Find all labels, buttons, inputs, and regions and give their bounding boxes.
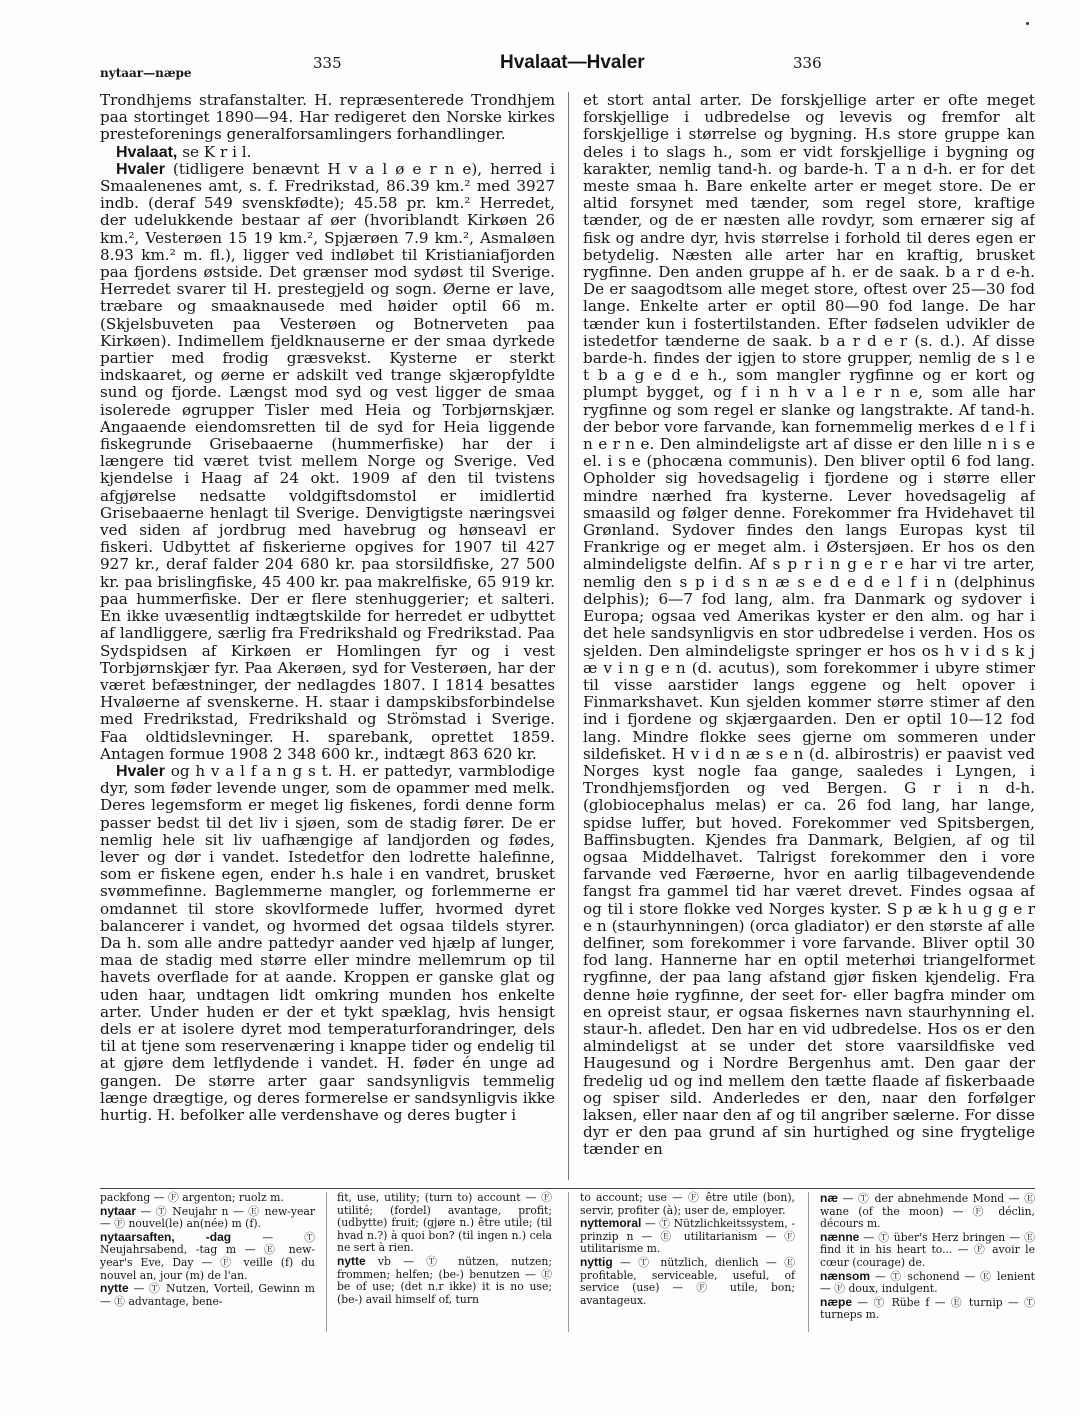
footer-headword: nænne (820, 1229, 860, 1244)
footer-entry-text: — Ⓣ schonend — Ⓔ lenient — Ⓕ doux, indulgent. (820, 1269, 1035, 1296)
page-number-right: 336 (793, 54, 822, 72)
entry-hvaler-herred (100, 161, 555, 763)
footer-headword: nytte (100, 1281, 129, 1296)
column-divider (568, 92, 569, 1180)
footer-headword: næpe (820, 1294, 853, 1309)
footer-column-3 (580, 1192, 795, 1307)
footer-entry: fit, use, utility; (turn to) account — Ⓕ utilité; (fordel) avantage, profit; (udbytte) fruit; (gjøre n.) être utile; (til hvad n.?) à quoi bon? (til ingen n.) cela ne sert à rien. (337, 1191, 552, 1255)
entry-hvaler-hvalfangst (100, 763, 555, 1124)
footer-entry-text: — Ⓣ über's Herz bringen — Ⓔ find it in his heart to... — Ⓕ avoir le cœur (courage) de. (820, 1230, 1035, 1269)
footer-headword: nytaar (100, 1203, 137, 1218)
footer-entry-text: — Ⓣ der abnehmende Mond — Ⓔ wane (of the moon) — Ⓕ déclin, décours m. (820, 1192, 1035, 1231)
footer-entry (580, 1256, 795, 1307)
paragraph-continued: et stort antal arter. De forskjellige arter er ofte meget forskjellige i udbredelse og levevis og fremfor alt forskjellige i størrelse og bygning. H.s store gruppe kan deles i to slags h., som er vidt forskjellige i bygning og karakter, nemlig tand-h. og barde-h. T a n d-h. er for det meste smaa h. Bare enkelte arter er meget store. De er altid forsynet med tænder, som regel store, kraftige tænder, og de er næsten alle rovdyr, som ernærer sig af fisk og andre dyr, hvis størrelse i forhold til deres egen er betydelig. Næsten alle arter har en kraftig, brusket rygfinne. Den anden gruppe af h. er de saak. b a r d e-h. De er saagodtsom alle meget store, oftest over 25—30 fod lange. Enkelte arter er optil 80—90 fod lange. De har tænder kun i fostertilstanden. Efter fødselen udvikler de istedetfor tænderne de saak. b a r d e r (s. d.). Af disse barde-h. findes der igjen to store grupper, nemlig de s l e t b a g e d e h., som mangler rygfinne og er kort og plumpt bygget, og f i n h v a l e r n e, som alle har rygfinne og som regel er slanke og langstrakte. Af tand-h. der bebor vore farvande, kan fornemmelig merkes d e l f i n e r n e. Den almindeligste art af disse er den lille n i s e el. i s e (phocæna communis). Den bliver optil 6 fod lang. Opholder sig hovedsagelig i fjordene og i større eller mindre nærhed fra kysterne. Lever hovedsagelig af smaasild og følger denne. Forekommer fra Hvidehavet til Grønland. Sydover findes den langs Europas kyst til Frankrige og er meget alm. i Østersjøen. Er hos os den almindeligste delfin. Af s p r i n g e r e har vi tre arter, nemlig den s p i d s n æ s e d e d e l f i n (delphinus delphis); 6—7 fod lang, alm. fra Danmark og sydover i Europa; ogsaa ved Amerikas kyster er den alm. og har i det hele sandsynligvis en stor udbredelse i verden. Hos os sjelden. Den almindeligste springer er hos os h v i d s k j æ v i n g e n (d. acutus), som forekommer i ubyre stimer til visse aarstider langs eggene og helt opover i Finmarkshavet. Kun sjelden kommer større stimer af den ind i fjordene og skjærgaarden. Den er optil 10—12 fod lang. Mindre flokke sees gjerne om sommeren under sildefisket. H v i d n æ s e n (d. albirostris) er paavist ved Norges kyst nogle faa gange, saaledes i Lyngen, i Trondhjemsfjorden og ved Bergen. G r i n d-h. (globiocephalus melas) er ca. 26 fod lang, har lange, spidse luffer, but hoved. Forekommer ved Spitsbergen, Baffinsbugten. Kjendes fra Danmark, Belgien, af og til ogsaa Middelhavet. Talrigst forekommer den i vore farvande ved Færøerne, hvor en aarlig tilbagevendende fangst fra gammel tid har været drevet. Findes ogsaa af og til i store flokke ved Norges kyster. S p æ k h u g g e r e n (staurhynningen) (orca gladiator) er den største af alle delfiner, som forekommer i vore farvande. Bliver optil 30 fod lang. Hannerne har en optil meterhøi triangelformet rygfinne, der paa lang afstand gjør fisken kjendelig. Fra denne høie rygfinne, der seet for- eller bagfra minder om en opreist staur, er ogsaa fiskernes navn staurhynning el. staur-h. afledet. Den har en vid udbredelse. Hos os er den almindeligst at se under det store vaarsildfiske ved Haugesund og i Nordre Bergenhus amt. Den gaar der fredelig ud og ind mellem den tætte flaade af fiskerbaade og spiser sild. Anderledes er den, naar den forfølger laksen, eller naar den af og til angriber sælerne. For disse dyr er den paa grund af sin hurtighed og sine frygtelige tænder en (583, 92, 1035, 1159)
footer-entry-text: — Ⓣ Nützlichkeitssystem, -prinzip n — Ⓔ utilitarianism — Ⓕ utilitarisme m. (580, 1217, 795, 1256)
footer-entry (820, 1231, 1035, 1270)
footer-headword: nyttig (580, 1254, 613, 1269)
footer-entry (100, 1205, 315, 1231)
footer-entry-text: — Ⓣ Neujahr n — Ⓔ new-year — Ⓕ nouvel(le) an(née) m (f). (100, 1204, 315, 1231)
footer-entry (100, 1282, 315, 1308)
footer-entry (580, 1217, 795, 1256)
right-column (583, 92, 1035, 1180)
headword: Hvalaat, (116, 143, 178, 161)
entry-text: og h v a l f a n g s t. H. er pattedyr, varmblodige dyr, som føder levende unger, som de opammer med melk. Deres legemsform er meget lig fiskenes, fordi denne form passer bedst til det liv i sjøen, som de stadig fører. De er nemlig hele sit liv uafhængige af landjorden og fødes, lever og dør i vandet. Istedetfor den lodrette halefinne, som er fiskene egen, ender h.s hale i en vandret, brusket svømmefinne. Baglemmerne mangler, og forlemmerne er omdannet til store skovlformede luffer, hvormed dyret balancerer i vandet, og hvormed det ogsaa tildels styrer. Da h. som alle andre pattedyr aander ved hjælp af lunger, maa de stadig med større eller mindre mellemrum op til havets overflade for at aande. Kroppen er ganske glat og uden haar, undtagen lidt omkring munden hos enkelte arter. Under huden er der et tykt spæklag, hvis hensigt dels er at isolere dyret mod temperaturforandringer, dels til at tjene som reservenæring i knappe tider og endelig til at gjøre dem letflydende i vandet. H. føder én unge ad gangen. De større arter gaar sandsynligvis temmelig længe drægtige, og deres formerelse er sandsynligvis ikke hurtig. H. befolker alle verdenshave og deres bugter i (100, 761, 555, 1124)
entry-hvalaat (100, 144, 555, 161)
footer-headword: nyttemoral (580, 1216, 642, 1231)
footer-entry-text: — Ⓣ Neujahrsabend, -tag m — Ⓔ new-year's Eve, Day — Ⓕ veille (f) du nouvel an, jour (m) de l'an. (100, 1230, 315, 1282)
footer-entry (820, 1296, 1035, 1322)
entry-text: (tidligere benævnt H v a l ø e r n e), herred i Smaalenenes amt, s. f. Fredrikstad, 86.39 km.² med 3927 indb. (deraf 549 svenskfødte); 45.58 pr. km.² Herredet, der udelukkende bestaar af øer (hvoriblandt Kirkøen 26 km.², Vesterøen 15 19 km.², Spjærøen 7.9 km.², Asmaløen 8.93 km.² m. fl.), ligger ved indløbet til Kristianiafjorden paa fjordens østside. Det grænser mod sydøst til Sverige. Herredet svarer til H. prestegjeld og sogn. Øerne er lave, træbare og smaaknausede med høider optil 66 m. (Skjelsbuveten paa Vesterøen og Botnerveten paa Kirkøen). Indimellem fjeldknauserne er der smaa dyrkede partier med frodig græsvekst. Kysterne er sterkt indskaaret, og øerne er adskilt ved trange skjæropfyldte sund og fjorde. Længst mod syd og vest ligger de smaa isolerede øgrupper Tisler med Heia og Torbjørnskjær. Angaaende eiendomsretten til de syd for Heia liggende fiskegrunde Grisebaaerne (hummerfiske) har der i længere tid været tvist mellem Norge og Sverige. Ved kjendelse i Haag af 24 okt. 1909 af den til tvistens afgjørelse nedsatte voldgiftsdomstol er imidlertid Grisebaaerne henlagt til Sverige. Denvigtigste næringsvei ved siden af jordbrug med havebrug og hønseavl er fiskeri. Udbyttet af fiskerierne opgives for 1907 til 427 927 kr., deraf falder 204 680 kr. paa storsildfiske, 27 500 kr. paa brislingfiske, 45 400 kr. paa makrelfiske, 65 919 kr. paa hummerfiske. Der er flere stenhuggerier; et salteri. En ikke uvæsentlig indtægtskilde for herredet er udbyttet af landliggere, særlig fra Fredrikshald og Fredrikstad. Paa Sydspidsen af Kirkøen er Homlingen fyr og i vest Torbjørnskjær fyr. Paa Akerøen, syd for Vesterøen, har der været befæstninger, der nedlagdes 1807. I 1814 besattes Hvaløerne af svenskerne. H. staar i dampskibsforbindelse med Fredrikstad, Fredrikshald og Strömstad i Sverige. Faa oldtidslevninger. H. sparebank, oprettet 1859. Antagen formue 1908 2 348 600 kr., indtægt 863 620 kr. (100, 159, 555, 763)
footer-headword: næ (820, 1191, 838, 1205)
footer-entry (337, 1255, 552, 1306)
paragraph-continued: Trondhjems strafanstalter. H. repræsenterede Trondhjem paa stortinget 1890—94. Har redigeret den Norske kirkes presteforenings generalforsamlingers forhandlinger. (100, 92, 555, 144)
left-column (100, 92, 555, 1180)
footer-entry: to account; use — Ⓕ être utile (bon), servir, profiter (à); user de, employer. (580, 1191, 795, 1217)
footer-entry-text: vb — Ⓣ nützen, nutzen; frommen; helfen; (be-) benutzen — Ⓔ be of use; (det n.r ikke) it is no use; (be-) avail himself of, turn (337, 1254, 552, 1306)
footer-headword: nænsom (820, 1268, 871, 1283)
footer-headword: nytaarsaften, -dag (100, 1229, 232, 1244)
headword: Hvaler (116, 762, 165, 780)
footer-divider-3 (808, 1192, 809, 1332)
footer-entry: packfong — Ⓕ argenton; ruolz m. (100, 1191, 284, 1204)
footer-divider-2 (568, 1192, 569, 1332)
footer-entry-text: — Ⓣ Rübe f — Ⓔ turnip — Ⓣ turneps m. (820, 1295, 1035, 1322)
footer-entry (100, 1231, 315, 1282)
footer-divider-1 (326, 1192, 327, 1332)
footer-column-1 (100, 1192, 315, 1308)
page-number-left: 335 (313, 54, 342, 72)
footer-column-2 (337, 1192, 552, 1306)
page-title: Hvalaat—Hvaler (500, 52, 645, 73)
footer-entry (820, 1270, 1035, 1296)
footer-entry-text: — Ⓣ Nutzen, Vorteil, Gewinn m — Ⓔ advantage, bene- (100, 1282, 315, 1308)
footer-divider (100, 1188, 1035, 1189)
headword: Hvaler (116, 160, 165, 178)
footer-entry-text: — Ⓣ nützlich, dienlich — Ⓔ profitable, serviceable, useful, of service (use) — Ⓕ utile, bon; avantageux. (580, 1255, 795, 1307)
footer-headword: nytte (337, 1253, 366, 1268)
footer-entry (820, 1192, 1035, 1231)
running-head-word: nytaar—næpe (100, 66, 192, 80)
footer-column-4 (820, 1192, 1035, 1322)
entry-text: se K r i l. (177, 142, 252, 161)
corner-mark (1026, 22, 1029, 25)
